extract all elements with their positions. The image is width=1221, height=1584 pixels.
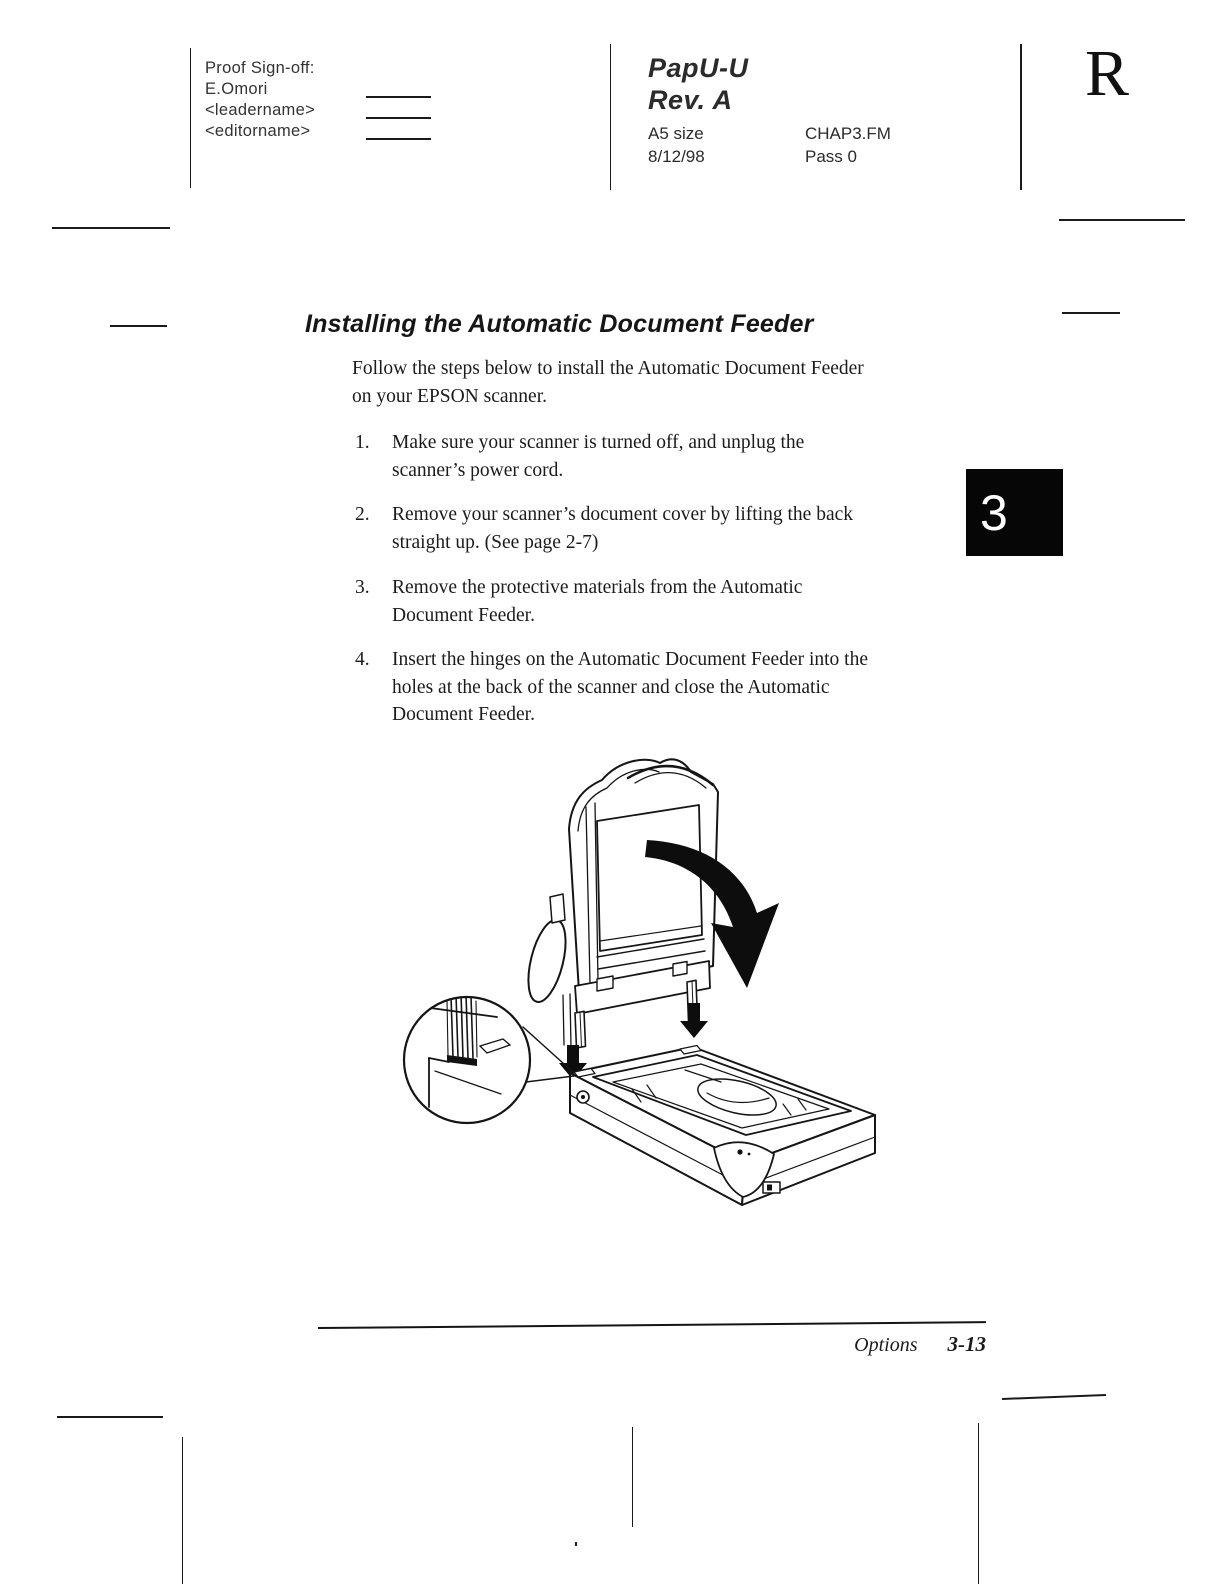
step-text: Make sure your scanner is turned off, and unplug the scanner’s power cord. — [392, 432, 805, 481]
step-item — [355, 501, 853, 556]
registration-mark — [610, 44, 611, 190]
step-text: Remove your scanner’s document cover by lifting the back straight up. (See page 2-7) — [392, 504, 854, 553]
intro-paragraph — [352, 355, 864, 410]
proof-signer: <leadername> — [205, 101, 316, 119]
step-number: 1. — [355, 432, 370, 453]
registration-mark — [182, 1437, 183, 1584]
proof-signer: E.Omori — [205, 80, 268, 98]
step-text: Remove the protective materials from the Automatic Document Feeder. — [392, 577, 803, 626]
registration-mark — [1062, 312, 1120, 314]
file-name: CHAP3.FM — [805, 124, 891, 143]
registration-mark — [1020, 44, 1022, 190]
registration-mark — [52, 227, 170, 229]
step-text: Insert the hinges on the Automatic Document Feeder into the holes at the back of the scanner and close the Automatic Document Feeder. — [392, 649, 869, 725]
paper-size: A5 size — [648, 124, 704, 143]
registration-mark — [978, 1423, 979, 1584]
step-number: 2. — [355, 504, 370, 525]
step-item — [355, 429, 804, 484]
intro-line: Follow the steps below to install the Automatic Document Feeder — [352, 358, 864, 379]
registration-mark — [190, 48, 191, 188]
registration-mark — [110, 325, 167, 327]
hinge-detail-inset — [404, 993, 574, 1123]
signoff-line — [366, 138, 431, 140]
footer-page-number: 3-13 — [947, 1332, 986, 1356]
step-item — [355, 646, 868, 729]
date: 8/12/98 — [648, 147, 705, 166]
chapter-number: 3 — [980, 484, 1008, 541]
revision: Rev. A — [648, 85, 733, 115]
adf-side-knob — [521, 916, 572, 1005]
scanner-base — [570, 1046, 875, 1206]
scanner-illustration — [385, 745, 925, 1245]
intro-line: on your EPSON scanner. — [352, 385, 547, 407]
registration-mark — [1059, 219, 1185, 221]
doc-meta-block — [648, 52, 891, 168]
footer — [700, 1332, 986, 1357]
proof-signoff-title: Proof Sign-off: — [205, 59, 315, 77]
proof-signoff-block — [205, 58, 315, 142]
registration-mark — [575, 1542, 577, 1546]
step-item — [355, 574, 802, 629]
footer-rule — [318, 1321, 986, 1329]
down-arrow-icon — [680, 1003, 708, 1038]
chapter-tab — [966, 469, 1063, 556]
registration-mark — [57, 1416, 163, 1418]
signoff-line — [366, 117, 431, 119]
signoff-line — [366, 96, 431, 98]
footer-section-name: Options — [854, 1334, 918, 1356]
registration-mark — [632, 1427, 633, 1527]
product-name: PapU-U — [648, 53, 749, 83]
proof-signer: <editorname> — [205, 122, 311, 140]
step-number: 3. — [355, 577, 370, 598]
corner-letter: R — [1085, 37, 1130, 110]
pass-number: Pass 0 — [805, 147, 857, 166]
section-heading: Installing the Automatic Document Feeder — [305, 310, 814, 338]
step-number: 4. — [355, 649, 370, 670]
registration-mark — [1002, 1394, 1106, 1400]
